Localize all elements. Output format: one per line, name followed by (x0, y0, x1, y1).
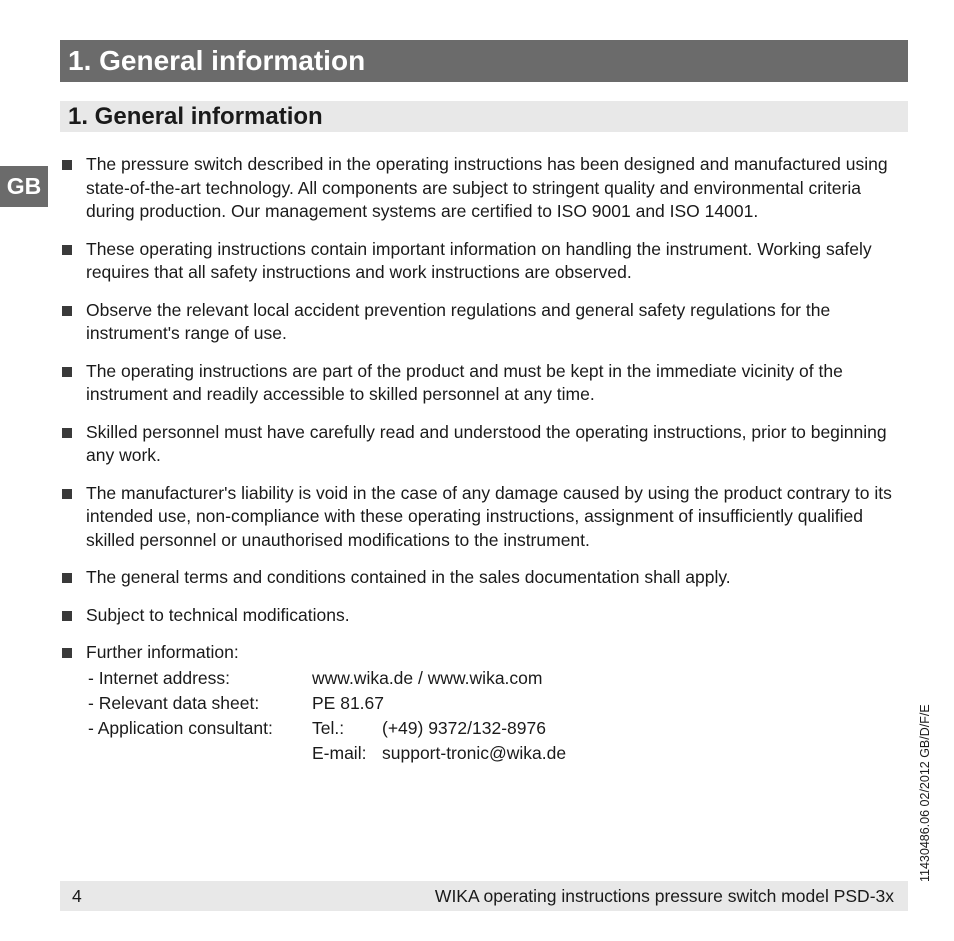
list-item (60, 238, 900, 285)
bullet-square-icon (62, 160, 72, 170)
email-value: support-tronic@wika.de (382, 743, 567, 763)
list-item-text: Skilled personnel must have carefully read and understood the operating instructions, prior to beginning any work. (86, 421, 887, 465)
list-item (60, 153, 900, 224)
consultant-email-row (88, 743, 566, 768)
document-code: 11430486.06 02/2012 GB/D/F/E (918, 704, 932, 882)
further-info-table (88, 668, 566, 768)
internet-value: www.wika.de / www.wika.com (312, 668, 543, 688)
list-item-text: Further information: (86, 642, 239, 662)
bullet-square-icon (62, 306, 72, 316)
list-item (60, 299, 900, 346)
bullet-square-icon (62, 611, 72, 621)
consultant-label: - Application consultant: (88, 718, 273, 738)
language-tab: GB (0, 166, 48, 207)
bullet-list (60, 153, 900, 679)
list-item (60, 360, 900, 407)
footer-text: WIKA operating instructions pressure switch model PSD-3x (434, 886, 894, 906)
section-title: 1. General information (60, 101, 908, 132)
list-item-text: These operating instructions contain important information on handling the instrument. Working safely requires that all safety instructions and work instructions are observed. (86, 238, 872, 282)
tel-label: Tel.: (312, 718, 345, 738)
internet-label: - Internet address: (88, 668, 231, 688)
list-item-text: Observe the relevant local accident prevention regulations and general safety regulations for the instrument's range of use. (86, 299, 831, 343)
email-label: E-mail: (312, 743, 367, 763)
bullet-square-icon (62, 428, 72, 438)
page-number: 4 (72, 886, 82, 906)
bullet-square-icon (62, 489, 72, 499)
datasheet-row (88, 693, 566, 718)
datasheet-value: PE 81.67 (312, 693, 384, 713)
list-item-text: Subject to technical modifications. (86, 604, 350, 625)
internet-row (88, 668, 566, 693)
list-item-text: The operating instructions are part of the product and must be kept in the immediate vicinity of the instrument and readily accessible to skilled personnel at any time. (86, 360, 843, 404)
list-item-text: The general terms and conditions contained in the sales documentation shall apply. (86, 567, 731, 587)
list-item (60, 482, 900, 553)
list-item (60, 566, 900, 590)
empty-cell (88, 743, 312, 768)
list-item (60, 421, 900, 468)
bullet-square-icon (62, 573, 72, 583)
list-item (60, 604, 900, 628)
page-footer (60, 881, 908, 911)
consultant-tel-row (88, 718, 566, 743)
datasheet-label: - Relevant data sheet: (88, 693, 260, 713)
tel-value: (+49) 9372/132-8976 (382, 718, 546, 738)
chapter-title: 1. General information (60, 40, 908, 82)
list-item-text: The manufacturer's liability is void in the case of any damage caused by using the product contrary to its intended use, non-compliance with these operating instructions, assignment of insufficiently qualified skilled personnel or unauthorised modifications to the instrument. (86, 482, 892, 550)
list-item-text: The pressure switch described in the operating instructions has been designed and manufactured using state-of-the-art technology. All components are subject to stringent quality and environmental criteria during production. Our management systems are certified to ISO 9001 and ISO 14001. (86, 154, 888, 221)
bullet-square-icon (62, 367, 72, 377)
bullet-square-icon (62, 245, 72, 255)
bullet-square-icon (62, 648, 72, 658)
list-item (60, 641, 900, 665)
